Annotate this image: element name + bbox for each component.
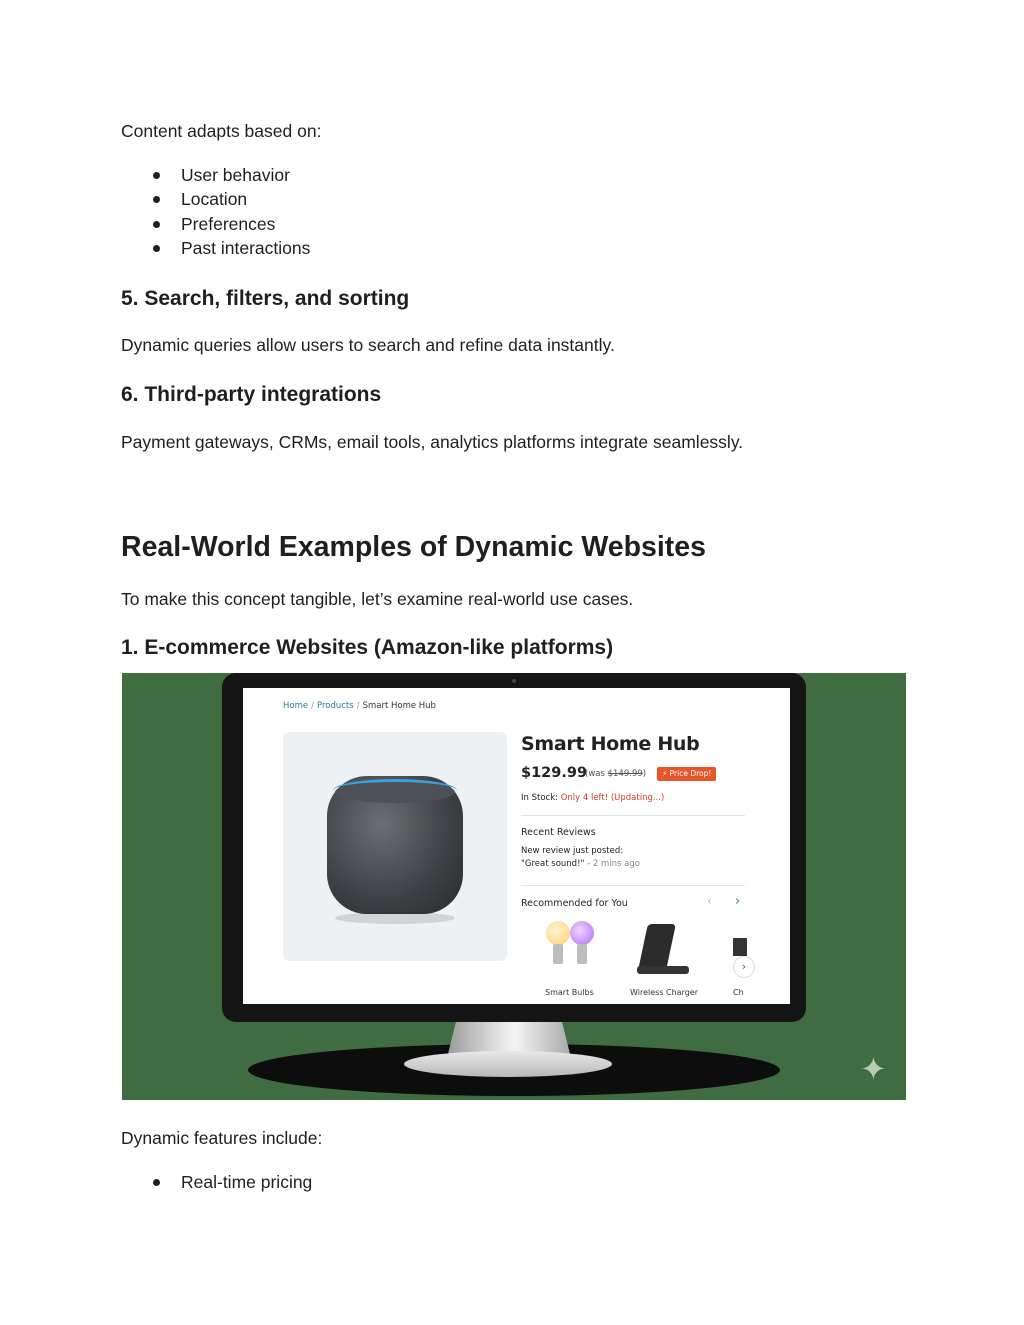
- rec-label-wireless-charger: Wireless Charger: [630, 988, 699, 997]
- was-price: (was $149.99): [585, 769, 647, 779]
- examples-intro: To make this concept tangible, let’s examine real-world use cases.: [121, 589, 634, 609]
- ecommerce-mockup-image: [122, 673, 906, 1100]
- stock-status: In Stock: Only 4 left! (Updating...): [521, 793, 665, 803]
- chevron-left-icon: ‹: [707, 894, 713, 909]
- price-drop-badge: ⚡ Price Drop!: [657, 767, 716, 781]
- breadcrumb-sep: /: [311, 701, 314, 711]
- section5-text: Dynamic queries allow users to search and refine data instantly.: [121, 335, 615, 355]
- camera-dot: [512, 679, 516, 683]
- monitor: [222, 673, 806, 1022]
- breadcrumb-home: Home: [283, 701, 309, 711]
- review-quote: "Great sound!" - 2 mins ago: [521, 859, 640, 869]
- divider: [521, 885, 745, 886]
- breadcrumb-sep: /: [356, 701, 360, 711]
- section6-heading: 6. Third-party integrations: [121, 383, 382, 406]
- section5-heading: 5. Search, filters, and sorting: [121, 287, 410, 310]
- intro-text: Content adapts based on:: [121, 121, 322, 141]
- features-list: [121, 1170, 312, 1194]
- section6-text: Payment gateways, CRMs, email tools, analytics platforms integrate seamlessly.: [121, 432, 744, 452]
- speaker-image: [327, 776, 463, 914]
- product-thumb-partial: [733, 938, 747, 956]
- intro-list: [121, 163, 310, 260]
- list-item: Preferences: [121, 212, 310, 236]
- sparkle-icon: ✦: [860, 1051, 887, 1087]
- carousel-next-button: ›: [733, 956, 755, 978]
- product-title: Smart Home Hub: [521, 733, 700, 755]
- charger-icon: [638, 924, 676, 970]
- divider: [521, 815, 745, 816]
- rec-label-partial: Ch: [733, 988, 744, 997]
- product-image-panel: [283, 732, 507, 961]
- rec-label-smart-bulbs: Smart Bulbs: [545, 988, 594, 997]
- chevron-right-icon: ›: [735, 894, 741, 909]
- breadcrumb-products: Products: [316, 701, 354, 711]
- new-review-label: New review just posted:: [521, 846, 624, 856]
- list-item: User behavior: [121, 163, 310, 187]
- monitor-screen: [243, 688, 790, 1004]
- list-item: Past interactions: [121, 236, 310, 260]
- list-item: Real-time pricing: [121, 1170, 312, 1194]
- reviews-heading: Recent Reviews: [521, 827, 596, 838]
- bulb-icon: [570, 921, 594, 945]
- breadcrumb-current: Smart Home Hub: [362, 701, 436, 711]
- features-text: Dynamic features include:: [121, 1128, 323, 1148]
- breadcrumb: [283, 701, 436, 711]
- list-item: Location: [121, 187, 310, 211]
- ecommerce-heading: 1. E-commerce Websites (Amazon-like platforms): [121, 636, 614, 659]
- examples-heading: Real-World Examples of Dynamic Websites: [121, 531, 706, 563]
- monitor-base: [404, 1051, 612, 1077]
- bulb-icon: [546, 921, 570, 945]
- recommended-heading: Recommended for You: [521, 898, 628, 909]
- product-price: $129.99: [521, 765, 588, 781]
